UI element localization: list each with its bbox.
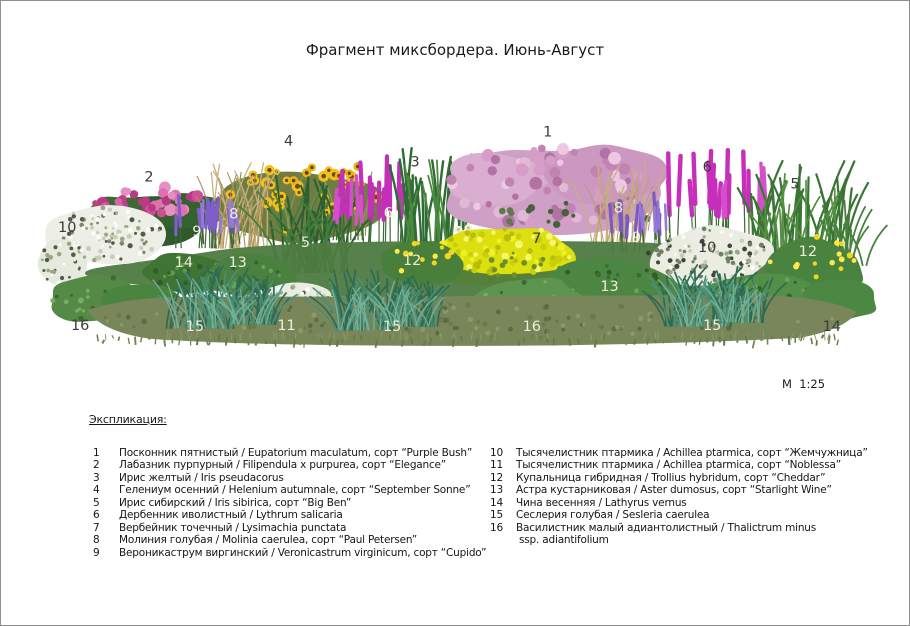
legend-item-text: Тысячелистник птармика / Achillea ptarmica, сорт “Жемчужница” <box>516 447 868 459</box>
plant-marker-13: 13 <box>600 279 619 296</box>
legend-item-13 <box>490 484 868 496</box>
plant-marker-8: 8 <box>229 206 239 223</box>
legend <box>89 413 868 559</box>
legend-item-10 <box>490 447 868 459</box>
legend-item-text: Гелениум осенний / Helenium autumnale, сорт “September Sonne” <box>119 484 471 497</box>
legend-item-14 <box>490 497 868 509</box>
legend-column-right <box>490 447 868 547</box>
legend-item-3 <box>93 472 486 484</box>
legend-item-text: Сеслерия голубая / Sesleria caerulea <box>516 509 710 522</box>
plant-marker-2: 2 <box>144 169 154 186</box>
legend-item-number: 4 <box>93 484 100 497</box>
plant-marker-15: 15 <box>383 318 402 335</box>
legend-column-left <box>93 447 486 559</box>
legend-item-text: Ирис желтый / Iris pseudacorus <box>119 471 284 484</box>
legend-item-number: 10 <box>490 447 503 459</box>
plant-marker-7: 7 <box>532 231 542 248</box>
scale-label: М 1:25 <box>782 377 826 391</box>
legend-item-text: Василистник малый адиантолистный / Thalictrum minus ssp. adiantifolium <box>516 521 817 547</box>
plant-marker-5: 5 <box>790 176 800 193</box>
legend-item-number: 16 <box>490 521 503 534</box>
legend-item-text: Чина весенняя / Lathyrus vernus <box>516 496 687 509</box>
legend-item-number: 13 <box>490 484 503 497</box>
plant-marker-5: 5 <box>300 235 311 252</box>
legend-item-text: Вербейник точечный / Lysimachia punctata <box>119 521 347 534</box>
plant-marker-6: 6 <box>702 159 712 176</box>
legend-item-6 <box>93 509 486 521</box>
page-title: Фрагмент миксбордера. Июнь-Август <box>305 41 605 59</box>
legend-item-text: Дербенник иволистный / Lythrum salicaria <box>119 509 343 522</box>
plant-marker-9: 9 <box>192 224 202 241</box>
plant-marker-12: 12 <box>798 244 818 261</box>
legend-item-text: Тысячелистник птармика / Achillea ptarmica, сорт “Noblessa” <box>516 459 841 472</box>
legend-item-1 <box>93 447 486 459</box>
legend-item-text: Ирис сибирский / Iris sibirica, сорт “Big Ben” <box>119 496 352 509</box>
legend-item-text: Лабазник пурпурный / Filipendula x purpurea, сорт “Elegance” <box>119 459 447 472</box>
legend-item-number: 2 <box>93 459 100 472</box>
legend-item-number: 1 <box>93 447 100 459</box>
legend-item-5 <box>93 497 486 509</box>
legend-item-number: 5 <box>93 496 100 509</box>
legend-item-number: 9 <box>93 546 100 559</box>
plant-marker-15: 15 <box>702 317 722 334</box>
plant-marker-10: 10 <box>58 220 77 237</box>
legend-item-16 <box>490 522 868 547</box>
legend-item-15 <box>490 509 868 521</box>
plant-marker-14: 14 <box>822 318 841 335</box>
legend-item-number: 8 <box>93 534 100 547</box>
legend-item-number: 7 <box>93 521 100 534</box>
legend-item-text: Вероникаструм виргинский / Veronicastrum virginicum, сорт “Cupido” <box>119 546 487 559</box>
legend-item-4 <box>93 484 486 496</box>
legend-item-text: Молиния голубая / Molinia caerulea, сорт “Paul Petersen” <box>119 534 417 547</box>
legend-heading: Экспликация: <box>89 413 167 426</box>
legend-item-text-line2: ssp. adiantifolium <box>519 534 609 547</box>
legend-item-text: Посконник пятнистый / Eupatorium maculatum, сорт “Purple Bush” <box>119 447 473 459</box>
legend-item-8 <box>93 534 486 546</box>
plant-marker-8: 8 <box>613 200 624 217</box>
legend-item-number: 11 <box>490 459 503 472</box>
plant-marker-1: 1 <box>543 124 553 141</box>
plant-marker-16: 16 <box>71 317 90 334</box>
plant-marker-11: 11 <box>277 317 296 334</box>
plant-marker-3: 3 <box>410 154 420 171</box>
legend-item-text: Купальница гибридная / Trollius hybridum, сорт “Cheddar” <box>516 471 826 484</box>
plant-marker-15: 15 <box>185 318 205 335</box>
legend-item-11 <box>490 459 868 471</box>
legend-item-number: 6 <box>93 509 100 522</box>
legend-item-9 <box>93 547 486 559</box>
plant-marker-6: 6 <box>383 205 393 222</box>
plant-marker-14: 14 <box>174 255 194 272</box>
legend-item-number: 15 <box>490 509 503 522</box>
legend-item-2 <box>93 459 486 471</box>
plant-marker-9: 9 <box>631 230 642 247</box>
plant-marker-10: 10 <box>698 240 717 257</box>
legend-item-text: Астра кустарниковая / Aster dumosus, сорт “Starlight Wine” <box>516 484 832 497</box>
planting-artwork <box>37 143 887 348</box>
plant-marker-13: 13 <box>228 255 247 272</box>
legend-item-number: 3 <box>93 471 100 484</box>
plant-marker-16: 16 <box>522 318 541 335</box>
legend-item-7 <box>93 522 486 534</box>
plant-marker-4: 4 <box>283 133 294 150</box>
legend-item-number: 14 <box>490 496 503 509</box>
plant-marker-12: 12 <box>402 253 422 270</box>
legend-item-12 <box>490 472 868 484</box>
legend-item-number: 12 <box>490 471 503 484</box>
